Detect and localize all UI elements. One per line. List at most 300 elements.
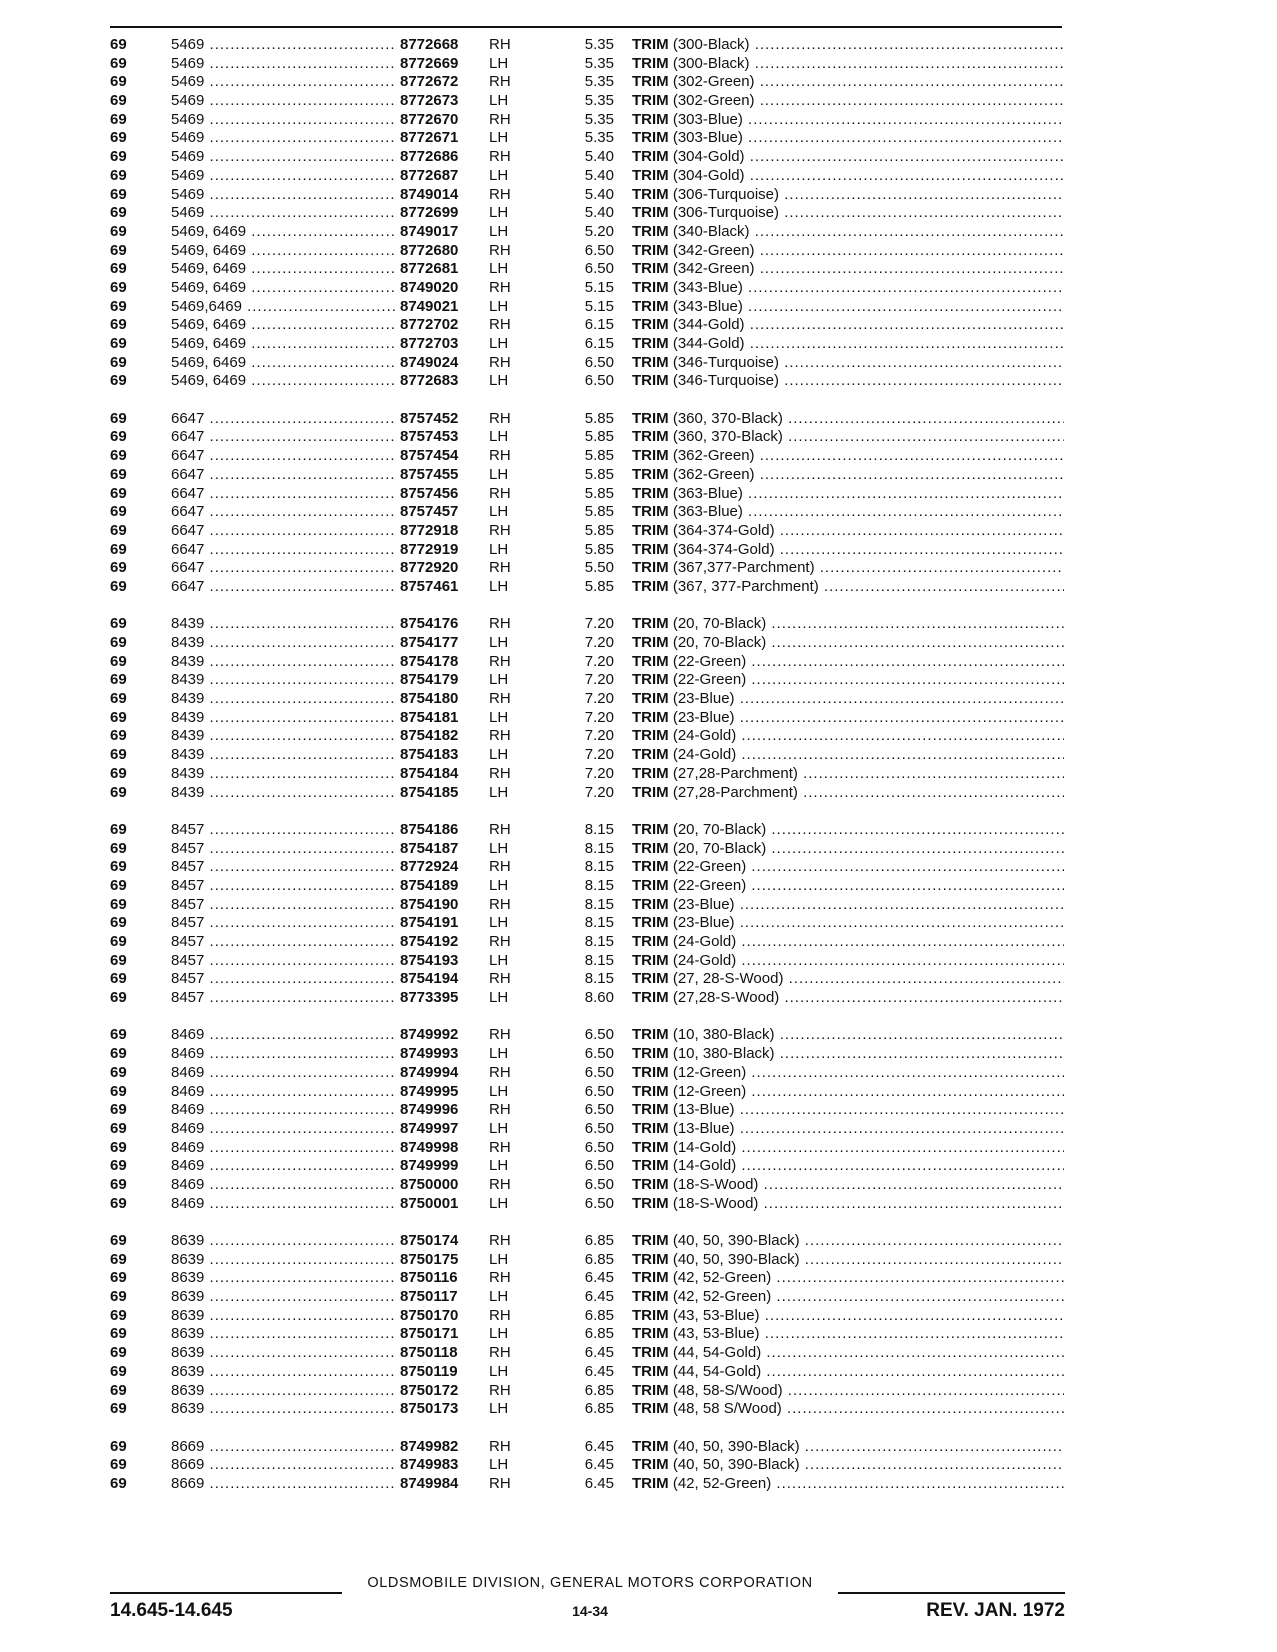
body-model: 8457 .....	[171, 970, 401, 989]
price: 6.15	[584, 316, 614, 334]
trim-label: TRIM	[632, 577, 669, 595]
model-year: 69	[110, 951, 127, 969]
side: RH	[489, 73, 511, 91]
price: 7.20	[584, 727, 614, 745]
description	[632, 578, 1064, 597]
trim-label: TRIM	[632, 1344, 669, 1362]
trim-color: (360, 370-Black)	[672, 409, 783, 427]
table-row	[110, 1269, 1065, 1288]
price: 5.15	[584, 278, 614, 296]
trim-label: TRIM	[632, 540, 669, 558]
body-model: 5469 .....	[171, 73, 401, 92]
price: 7.20	[584, 783, 614, 801]
table-row	[110, 428, 1065, 447]
part-number: 8749997	[397, 1120, 458, 1139]
model-year: 69	[110, 92, 127, 110]
trim-color: (22-Green)	[672, 652, 747, 670]
model-year: 69	[110, 1063, 127, 1081]
body-model: 8439 .....	[171, 690, 401, 709]
part-number: 8754186	[397, 821, 458, 840]
description	[632, 316, 1064, 335]
trim-label: TRIM	[632, 1437, 669, 1455]
body-model: 8469 .....	[171, 1045, 401, 1064]
trim-color: (342-Green)	[672, 260, 755, 278]
body-model: 6647 .....	[171, 578, 401, 597]
description	[632, 111, 1064, 130]
table-row	[110, 933, 1065, 952]
model-year: 69	[110, 746, 127, 764]
body-model: 8469 .....	[171, 1064, 401, 1083]
model-year: 69	[110, 260, 127, 278]
trim-color: (367, 377-Parchment)	[672, 577, 819, 595]
table-row	[110, 410, 1065, 429]
description	[632, 653, 1064, 672]
trim-color: (43, 53-Blue)	[672, 1306, 760, 1324]
table-row	[110, 727, 1065, 746]
trim-label: TRIM	[632, 503, 669, 521]
trim-label: TRIM	[632, 1082, 669, 1100]
side: RH	[489, 1175, 511, 1193]
part-number: 8750001	[397, 1195, 458, 1214]
side: RH	[489, 36, 511, 53]
description	[632, 559, 1064, 578]
parts-group	[110, 1232, 1065, 1419]
side: RH	[489, 1063, 511, 1081]
model-year: 69	[110, 933, 127, 950]
part-number: 8749021	[397, 298, 458, 317]
trim-label: TRIM	[632, 521, 669, 539]
body-model: 8439 .....	[171, 615, 401, 634]
price: 6.45	[584, 1269, 614, 1287]
price: 7.20	[584, 615, 614, 633]
trim-color: (22-Green)	[672, 671, 747, 689]
description	[632, 279, 1064, 298]
trim-color: (13-Blue)	[672, 1119, 735, 1137]
price: 8.15	[584, 876, 614, 894]
model-year: 69	[110, 559, 127, 577]
model-year: 69	[110, 1288, 127, 1306]
model-year: 69	[110, 204, 127, 222]
trim-label: TRIM	[632, 858, 669, 876]
table-row	[110, 1139, 1065, 1158]
side: RH	[489, 110, 511, 128]
side: LH	[489, 671, 509, 689]
description	[632, 1232, 1064, 1251]
model-year: 69	[110, 914, 127, 932]
footer-division-bar	[110, 1575, 1065, 1595]
part-number: 8772681	[397, 260, 458, 279]
body-model: 8457 .....	[171, 914, 401, 933]
side: LH	[489, 92, 509, 110]
trim-color: (302-Green)	[672, 73, 755, 91]
table-row	[110, 1045, 1065, 1064]
body-model: 8457 .....	[171, 840, 401, 859]
trim-label: TRIM	[632, 933, 669, 950]
body-model: 8639 .....	[171, 1307, 401, 1326]
trim-color: (44, 54-Gold)	[672, 1344, 762, 1362]
side: RH	[489, 858, 511, 876]
table-row	[110, 821, 1065, 840]
model-year: 69	[110, 297, 127, 315]
part-number: 8772672	[397, 73, 458, 92]
price: 6.85	[584, 1325, 614, 1343]
model-year: 69	[110, 409, 127, 427]
trim-label: TRIM	[632, 1119, 669, 1137]
description	[632, 1195, 1064, 1214]
trim-label: TRIM	[632, 1456, 669, 1474]
table-row	[110, 615, 1065, 634]
table-row	[110, 1083, 1065, 1102]
trim-label: TRIM	[632, 1325, 669, 1343]
side: LH	[489, 1045, 509, 1063]
trim-color: (18-S-Wood)	[672, 1175, 759, 1193]
body-model: 6647 .....	[171, 466, 401, 485]
side: LH	[489, 708, 509, 726]
trim-label: TRIM	[632, 1101, 669, 1119]
trim-label: TRIM	[632, 559, 669, 577]
part-number: 8749017	[397, 223, 458, 242]
table-row	[110, 335, 1065, 354]
price: 7.20	[584, 671, 614, 689]
side: RH	[489, 185, 511, 203]
description	[632, 840, 1064, 859]
side: RH	[489, 316, 511, 334]
trim-color: (10, 380-Black)	[672, 1026, 775, 1044]
table-row	[110, 1176, 1065, 1195]
side: LH	[489, 166, 509, 184]
price: 7.20	[584, 764, 614, 782]
part-number: 8749993	[397, 1045, 458, 1064]
side: LH	[489, 1456, 509, 1474]
trim-color: (343-Blue)	[672, 278, 743, 296]
model-year: 69	[110, 447, 127, 465]
body-model: 5469 .....	[171, 111, 401, 130]
price: 6.50	[584, 1045, 614, 1063]
trim-label: TRIM	[632, 615, 669, 633]
part-number: 8754193	[397, 952, 458, 971]
part-number: 8757455	[397, 466, 458, 485]
description	[632, 541, 1064, 560]
model-year: 69	[110, 577, 127, 595]
price: 8.15	[584, 820, 614, 838]
trim-color: (40, 50, 390-Black)	[672, 1250, 800, 1268]
description	[632, 428, 1064, 447]
table-row	[110, 1251, 1065, 1270]
table-row	[110, 167, 1065, 186]
body-model: 8469 .....	[171, 1157, 401, 1176]
trim-label: TRIM	[632, 914, 669, 932]
model-year: 69	[110, 185, 127, 203]
trim-color: (20, 70-Black)	[672, 634, 767, 651]
model-year: 69	[110, 428, 127, 446]
part-number: 8772702	[397, 316, 458, 335]
description	[632, 1438, 1064, 1457]
part-number: 8754190	[397, 896, 458, 915]
table-row	[110, 709, 1065, 728]
part-number: 8754189	[397, 877, 458, 896]
side: LH	[489, 428, 509, 446]
side: RH	[489, 521, 511, 539]
model-year: 69	[110, 858, 127, 876]
price: 5.85	[584, 503, 614, 521]
price: 6.45	[584, 1456, 614, 1474]
side: LH	[489, 1119, 509, 1137]
model-year: 69	[110, 615, 127, 633]
body-model: 8439 .....	[171, 634, 401, 653]
side: RH	[489, 970, 511, 988]
trim-label: TRIM	[632, 353, 669, 371]
price: 8.15	[584, 895, 614, 913]
description	[632, 709, 1064, 728]
trim-label: TRIM	[632, 876, 669, 894]
part-number: 8750118	[397, 1344, 458, 1363]
model-year: 69	[110, 372, 127, 390]
part-number: 8772669	[397, 55, 458, 74]
parts-group	[110, 410, 1065, 597]
body-model: 8469 .....	[171, 1120, 401, 1139]
trim-color: (12-Green)	[672, 1063, 747, 1081]
part-number: 8754176	[397, 615, 458, 634]
trim-color: (362-Green)	[672, 465, 755, 483]
trim-label: TRIM	[632, 409, 669, 427]
side: RH	[489, 690, 511, 708]
model-year: 69	[110, 278, 127, 296]
part-number: 8772680	[397, 242, 458, 261]
price: 6.85	[584, 1400, 614, 1418]
trim-color: (306-Turquoise)	[672, 204, 780, 222]
footer-rule-right	[838, 1592, 1065, 1594]
description	[632, 989, 1064, 1008]
trim-color: (23-Blue)	[672, 690, 735, 708]
model-year: 69	[110, 503, 127, 521]
trim-label: TRIM	[632, 746, 669, 764]
table-row	[110, 279, 1065, 298]
trim-label: TRIM	[632, 764, 669, 782]
trim-label: TRIM	[632, 54, 669, 72]
side: RH	[489, 1344, 511, 1362]
price: 8.15	[584, 914, 614, 932]
trim-color: (42, 52-Green)	[672, 1269, 772, 1287]
price: 6.50	[584, 241, 614, 259]
side: LH	[489, 297, 509, 315]
trim-color: (48, 58 S/Wood)	[672, 1400, 782, 1418]
body-model: 6647 .....	[171, 485, 401, 504]
price: 5.35	[584, 36, 614, 53]
table-row	[110, 634, 1065, 653]
part-number: 8754191	[397, 914, 458, 933]
part-number: 8754179	[397, 671, 458, 690]
part-number: 8749998	[397, 1139, 458, 1158]
trim-label: TRIM	[632, 1157, 669, 1175]
side: RH	[489, 727, 511, 745]
body-model: 8639 .....	[171, 1232, 401, 1251]
price: 6.50	[584, 1194, 614, 1212]
trim-color: (22-Green)	[672, 876, 747, 894]
body-model: 8639 .....	[171, 1382, 401, 1401]
trim-color: (340-Black)	[672, 222, 750, 240]
trim-label: TRIM	[632, 1063, 669, 1081]
table-row	[110, 1400, 1065, 1419]
table-row	[110, 840, 1065, 859]
part-number: 8772699	[397, 204, 458, 223]
price: 6.50	[584, 1063, 614, 1081]
table-row	[110, 1195, 1065, 1214]
model-year: 69	[110, 970, 127, 988]
price: 5.85	[584, 409, 614, 427]
price: 6.45	[584, 1474, 614, 1492]
side: RH	[489, 1381, 511, 1399]
side: RH	[489, 1474, 511, 1492]
part-number: 8750171	[397, 1325, 458, 1344]
table-row	[110, 372, 1065, 391]
description	[632, 1157, 1064, 1176]
description	[632, 335, 1064, 354]
trim-label: TRIM	[632, 1362, 669, 1380]
body-model: 5469, 6469 .....	[171, 316, 401, 335]
model-year: 69	[110, 465, 127, 483]
description	[632, 522, 1064, 541]
part-number: 8749994	[397, 1064, 458, 1083]
price: 6.50	[584, 1026, 614, 1044]
trim-label: TRIM	[632, 708, 669, 726]
table-row	[110, 260, 1065, 279]
trim-label: TRIM	[632, 447, 669, 465]
part-number: 8773395	[397, 989, 458, 1008]
part-number: 8749983	[397, 1456, 458, 1475]
trim-color: (23-Blue)	[672, 895, 735, 913]
price: 7.20	[584, 652, 614, 670]
model-year: 69	[110, 652, 127, 670]
part-number: 8750117	[397, 1288, 458, 1307]
trim-label: TRIM	[632, 1194, 669, 1212]
body-model: 8469 .....	[171, 1026, 401, 1045]
description	[632, 485, 1064, 504]
side: RH	[489, 353, 511, 371]
trim-color: (343-Blue)	[672, 297, 743, 315]
table-row	[110, 541, 1065, 560]
price: 6.50	[584, 353, 614, 371]
price: 6.50	[584, 260, 614, 278]
model-year: 69	[110, 222, 127, 240]
body-model: 5469, 6469 .....	[171, 223, 401, 242]
trim-color: (304-Gold)	[672, 166, 745, 184]
trim-color: (303-Blue)	[672, 129, 743, 147]
trim-label: TRIM	[632, 783, 669, 801]
top-rule	[110, 26, 1062, 28]
model-year: 69	[110, 708, 127, 726]
price: 6.85	[584, 1381, 614, 1399]
description	[632, 1344, 1064, 1363]
trim-color: (42, 52-Green)	[672, 1288, 772, 1306]
body-model: 5469, 6469 .....	[171, 279, 401, 298]
side: LH	[489, 260, 509, 278]
model-year: 69	[110, 353, 127, 371]
description	[632, 821, 1064, 840]
trim-color: (23-Blue)	[672, 914, 735, 932]
price: 5.35	[584, 129, 614, 147]
footer-division: OLDSMOBILE DIVISION, GENERAL MOTORS CORPORATION	[367, 1575, 813, 1591]
side: LH	[489, 129, 509, 147]
model-year: 69	[110, 335, 127, 352]
trim-label: TRIM	[632, 727, 669, 745]
model-year: 69	[110, 241, 127, 259]
price: 5.15	[584, 297, 614, 315]
trim-label: TRIM	[632, 110, 669, 128]
trim-label: TRIM	[632, 820, 669, 838]
trim-label: TRIM	[632, 634, 669, 651]
table-row	[110, 578, 1065, 597]
footer-group-number: 14.645-14.645	[110, 1600, 233, 1621]
trim-label: TRIM	[632, 73, 669, 91]
part-number: 8754194	[397, 970, 458, 989]
price: 5.40	[584, 204, 614, 222]
trim-color: (27, 28-S-Wood)	[672, 970, 784, 988]
trim-color: (20, 70-Black)	[672, 839, 767, 857]
body-model: 8457 .....	[171, 858, 401, 877]
description	[632, 73, 1064, 92]
model-year: 69	[110, 1101, 127, 1119]
body-model: 8439 .....	[171, 746, 401, 765]
trim-label: TRIM	[632, 222, 669, 240]
model-year: 69	[110, 1119, 127, 1137]
model-year: 69	[110, 820, 127, 838]
description	[632, 466, 1064, 485]
table-row	[110, 559, 1065, 578]
price: 5.85	[584, 447, 614, 465]
trim-color: (20, 70-Black)	[672, 820, 767, 838]
trim-label: TRIM	[632, 895, 669, 913]
table-row	[110, 914, 1065, 933]
description	[632, 914, 1064, 933]
trim-label: TRIM	[632, 297, 669, 315]
table-row	[110, 989, 1065, 1008]
model-year: 69	[110, 1474, 127, 1492]
body-model: 8639 .....	[171, 1363, 401, 1382]
side: RH	[489, 409, 511, 427]
body-model: 8439 .....	[171, 784, 401, 803]
part-number: 8750116	[397, 1269, 458, 1288]
body-model: 8639 .....	[171, 1251, 401, 1270]
side: LH	[489, 503, 509, 521]
body-model: 5469 .....	[171, 55, 401, 74]
description	[632, 858, 1064, 877]
trim-color: (43, 53-Blue)	[672, 1325, 760, 1343]
model-year: 69	[110, 1045, 127, 1063]
trim-label: TRIM	[632, 671, 669, 689]
price: 7.20	[584, 634, 614, 651]
part-number: 8772686	[397, 148, 458, 167]
parts-group	[110, 1026, 1065, 1213]
description	[632, 186, 1064, 205]
side: RH	[489, 559, 511, 577]
price: 5.35	[584, 73, 614, 91]
trim-color: (300-Black)	[672, 36, 750, 53]
table-row	[110, 55, 1065, 74]
trim-color: (14-Gold)	[672, 1157, 737, 1175]
trim-label: TRIM	[632, 1026, 669, 1044]
parts-group	[110, 36, 1065, 391]
trim-color: (24-Gold)	[672, 951, 737, 969]
side: RH	[489, 1437, 511, 1455]
body-model: 6647 .....	[171, 559, 401, 578]
model-year: 69	[110, 1306, 127, 1324]
description	[632, 92, 1064, 111]
price: 5.85	[584, 484, 614, 502]
trim-color: (10, 380-Black)	[672, 1045, 775, 1063]
part-number: 8772683	[397, 372, 458, 391]
side: RH	[489, 820, 511, 838]
price: 6.50	[584, 1119, 614, 1137]
